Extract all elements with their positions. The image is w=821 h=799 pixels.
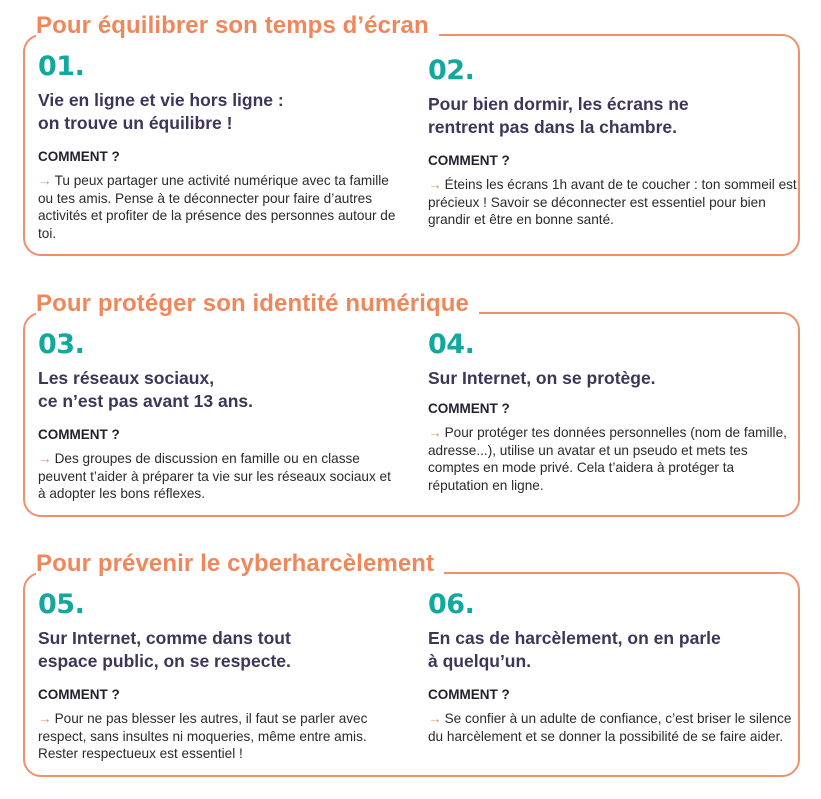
tip-number: 04. <box>428 329 475 360</box>
section-title: Pour prévenir le cyberharcèlement <box>36 550 444 578</box>
section-digital-identity <box>0 288 821 520</box>
tip-title-line: on trouve un équilibre ! <box>38 113 233 133</box>
tip-title <box>38 89 398 135</box>
tip-title-line: Sur Internet, on se protège. <box>428 368 656 388</box>
tip-title-line: Pour bien dormir, les écrans ne <box>428 94 689 114</box>
tip-body-text: Pour protéger tes données personnelles (nom de famille, adresse...), utilise un avatar et un pseudo et mets tes comptes en mode privé. Cela t’aidera à protéger ta réputation en ligne. <box>428 425 787 494</box>
tip-title-line: rentrent pas dans la chambre. <box>428 117 677 137</box>
arrow-right-icon: → <box>38 451 52 466</box>
how-label: COMMENT ? <box>428 687 510 702</box>
tip-title-line: espace public, on se respecte. <box>38 651 291 671</box>
tip-number: 06. <box>428 589 475 620</box>
arrow-right-icon: → <box>38 173 52 188</box>
tip-title <box>38 367 398 413</box>
tip-title <box>428 367 798 390</box>
tip-body-text: Pour ne pas blesser les autres, il faut se parler avec respect, sans insultes ni moqueries, même entre amis. Rester respectueux est essentiel ! <box>38 711 368 762</box>
tip-title <box>428 93 798 139</box>
tip-01 <box>38 52 398 243</box>
how-label: COMMENT ? <box>38 149 120 164</box>
tip-body <box>428 176 798 229</box>
tip-number: 03. <box>38 329 85 360</box>
arrow-right-icon: → <box>38 711 52 726</box>
arrow-right-icon: → <box>428 177 442 192</box>
section-screen-time <box>0 10 821 260</box>
tip-body <box>428 710 798 745</box>
tip-02 <box>428 56 798 229</box>
tip-number: 02. <box>428 55 475 86</box>
tip-number: 05. <box>38 589 85 620</box>
tip-03 <box>38 330 398 503</box>
tip-title-line: Vie en ligne et vie hors ligne : <box>38 90 284 110</box>
how-label: COMMENT ? <box>38 687 120 702</box>
tip-title-line: Les réseaux sociaux, <box>38 368 215 388</box>
tip-title-line: à quelqu’un. <box>428 651 532 671</box>
tip-title-line: En cas de harcèlement, on en parle <box>428 628 721 648</box>
tip-body <box>38 172 398 243</box>
tip-06 <box>428 590 798 745</box>
tip-number: 01. <box>38 51 85 82</box>
tip-body <box>38 710 398 763</box>
tip-title-line: Sur Internet, comme dans tout <box>38 628 291 648</box>
tip-body <box>428 424 798 495</box>
how-label: COMMENT ? <box>428 153 510 168</box>
tip-title-line: ce n’est pas avant 13 ans. <box>38 391 253 411</box>
tip-body-text: Se confier à un adulte de confiance, c’est briser le silence du harcèlement et se donner la possibilité de se faire aider. <box>428 711 792 744</box>
section-cyberbullying <box>0 548 821 788</box>
tip-body-text: Tu peux partager une activité numérique avec ta famille ou tes amis. Pense à te déconnecter pour faire d’autres activités et profiter de la présence des personnes autour de toi. <box>38 173 396 242</box>
arrow-right-icon: → <box>428 711 442 726</box>
how-label: COMMENT ? <box>38 427 120 442</box>
section-title: Pour équilibrer son temps d’écran <box>36 12 439 40</box>
tip-body-text: Éteins les écrans 1h avant de te coucher : ton sommeil est précieux ! Savoir se déconnecter est essentiel pour bien grandir et être en bonne santé. <box>428 177 797 228</box>
tip-title <box>428 627 798 673</box>
tip-05 <box>38 590 398 763</box>
section-title: Pour protéger son identité numérique <box>36 290 479 318</box>
tip-title <box>38 627 398 673</box>
tip-04 <box>428 330 798 495</box>
arrow-right-icon: → <box>428 425 442 440</box>
how-label: COMMENT ? <box>428 401 510 416</box>
tip-body <box>38 450 398 503</box>
tip-body-text: Des groupes de discussion en famille ou en classe peuvent t’aider à préparer ta vie sur les réseaux sociaux et à adopter les bons réflexes. <box>38 451 391 502</box>
